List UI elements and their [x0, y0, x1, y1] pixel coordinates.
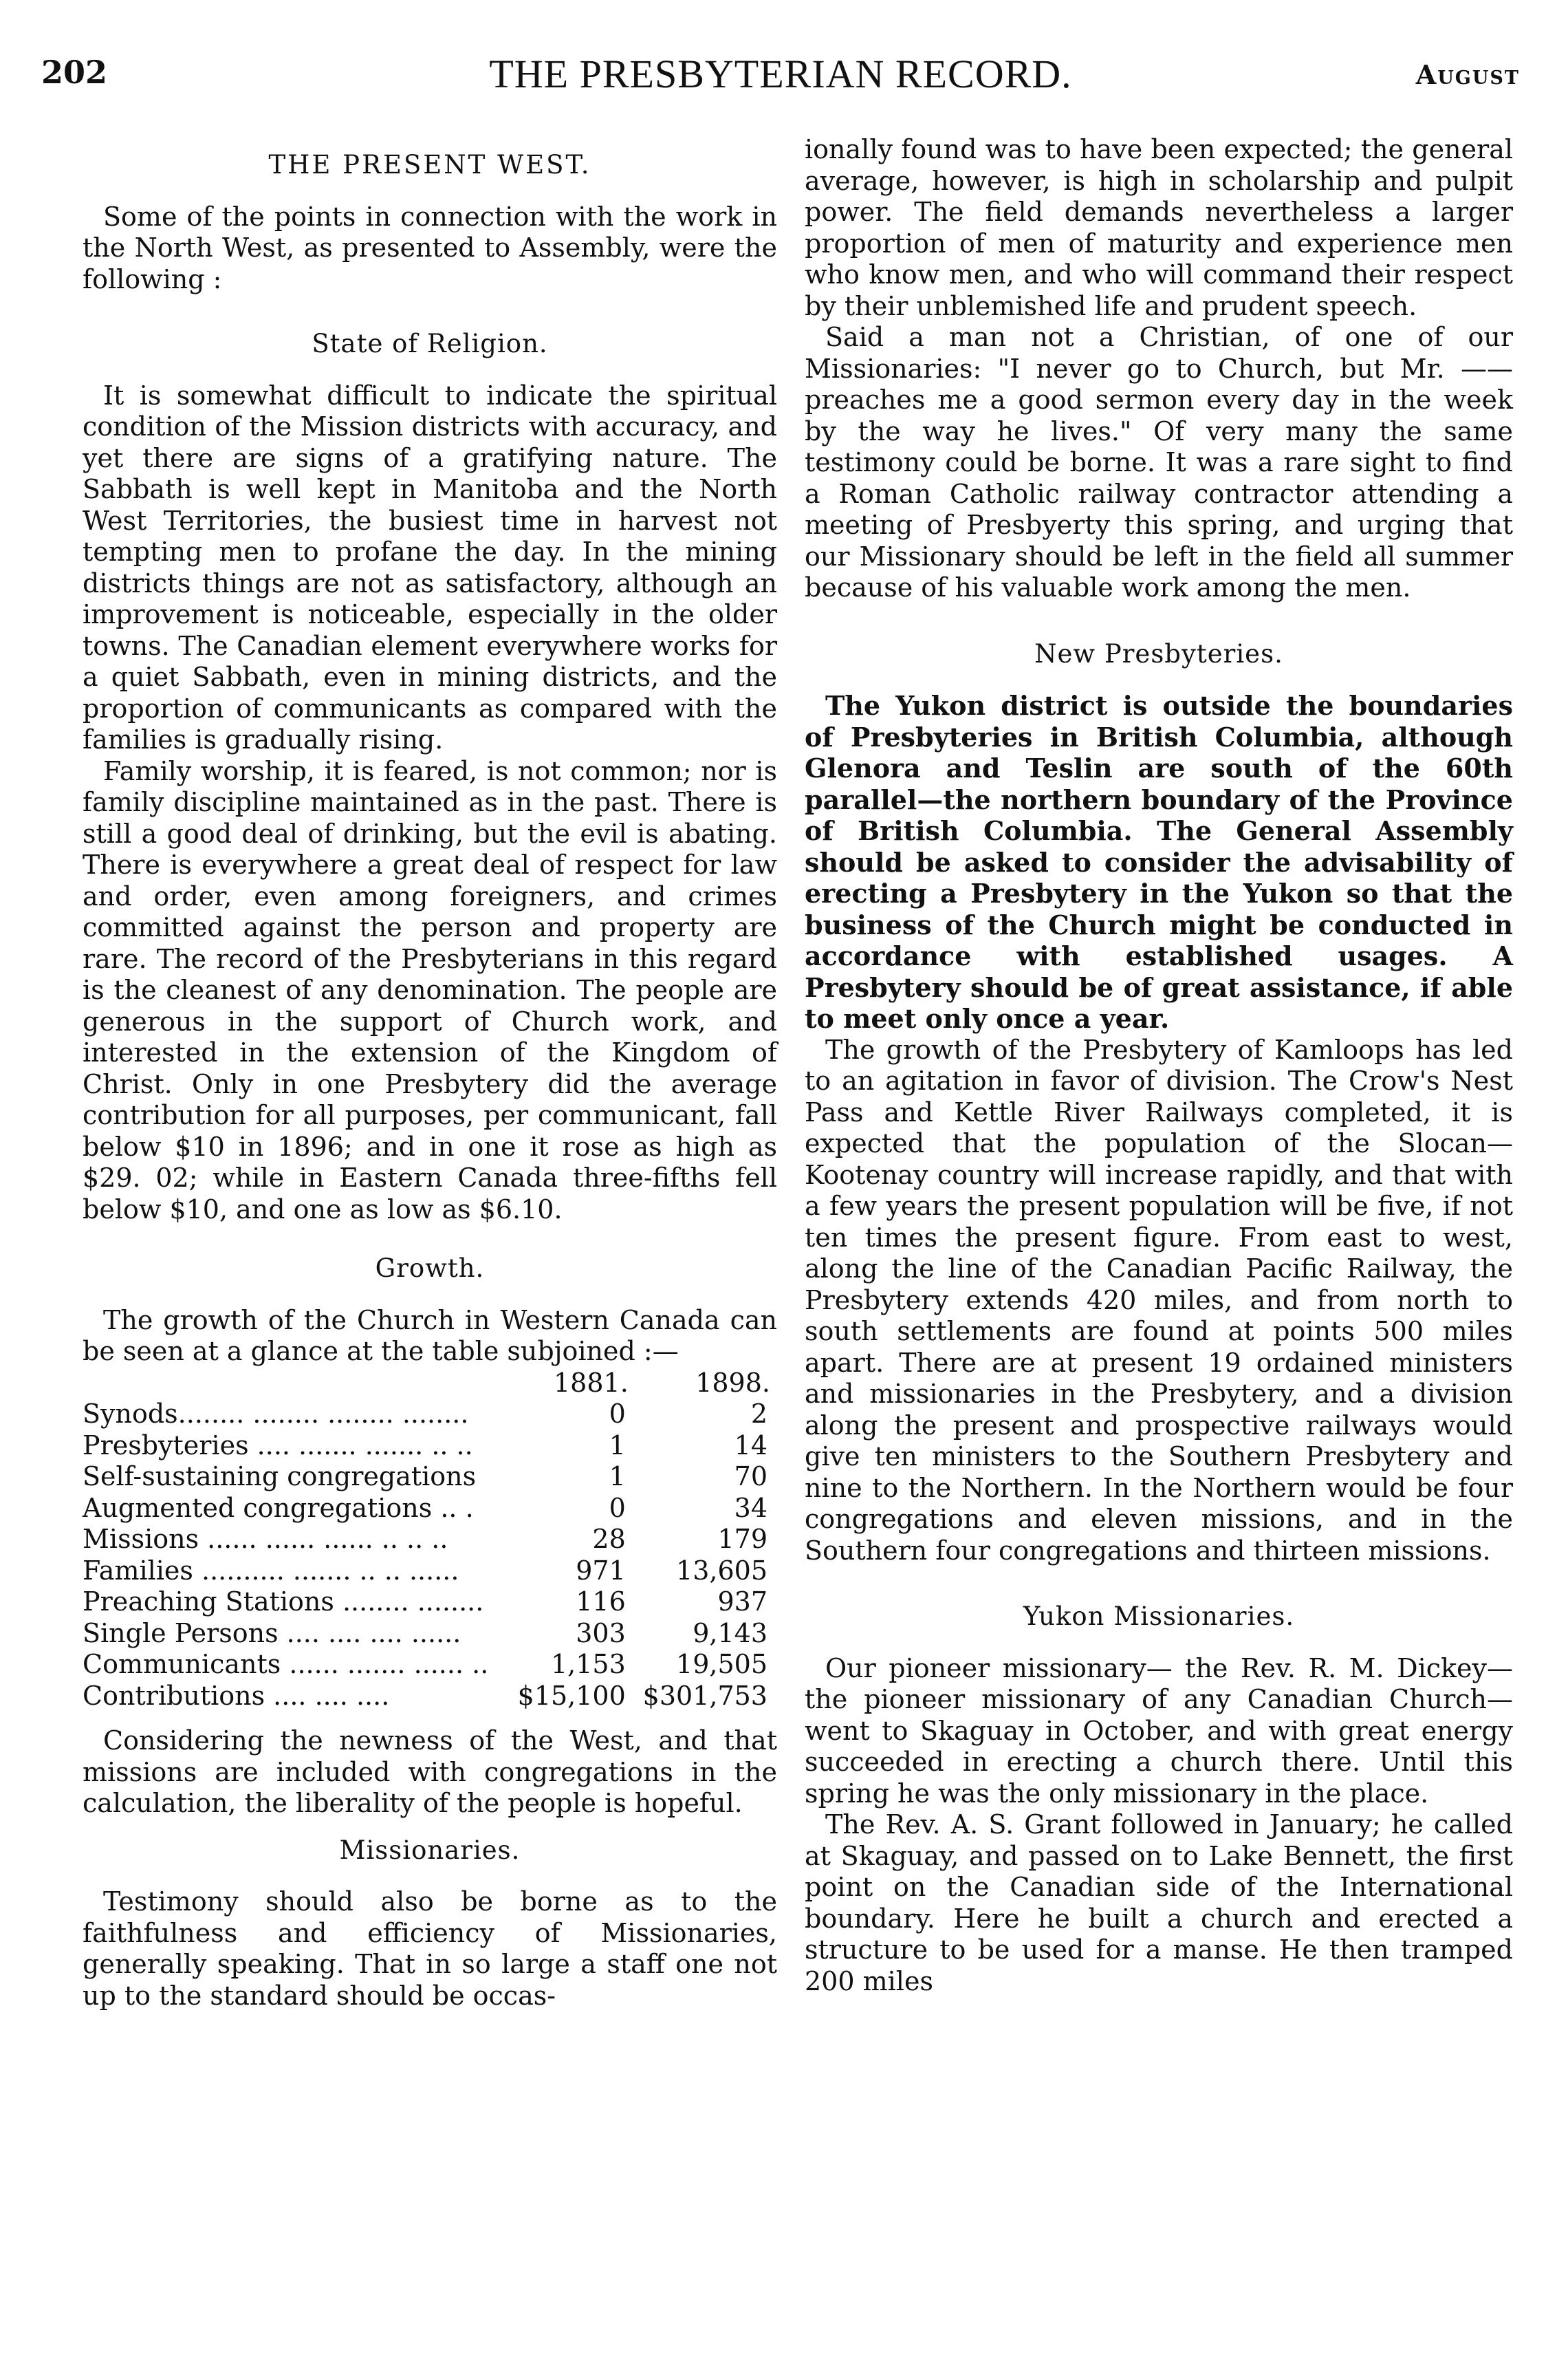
- value-1898: 9,143: [693, 1617, 767, 1648]
- presbyteries-paragraph-1: The Yukon district is outside the boundaries of Presbyteries in British Columbia, although Glenora and Teslin are south of the 60th parallel—the northern boundary of the Province of British Columbia. The General Assembly should be asked to consider the advisability of erecting a Presbytery in the Yukon so that the business of the Church might be conducted in accordance with established usages. A Presbytery should be of great assistance, if able to meet only once a year.: [805, 690, 1513, 1034]
- value-1881: 1: [609, 1430, 626, 1460]
- row-label: Contributions .... .... ....: [83, 1680, 390, 1711]
- growth-table-row: [83, 1399, 777, 1430]
- growth-table-row: [83, 1524, 777, 1555]
- growth-table-row: [83, 1586, 777, 1618]
- intro-paragraph: Some of the points in connection with the work in the North West, as presented to Assembly, were the following :: [83, 201, 777, 294]
- growth-table-row: [83, 1618, 777, 1650]
- row-label: Self-sustaining congregations: [83, 1461, 477, 1491]
- value-1881: 0: [609, 1399, 626, 1429]
- row-label: Preaching Stations ........ ........: [83, 1586, 484, 1617]
- row-label: Presbyteries .... ....... ....... .. ..: [83, 1430, 473, 1460]
- row-label: Single Persons .... .... .... ......: [83, 1617, 461, 1648]
- growth-table-row: [83, 1649, 777, 1681]
- value-1881: 1,153: [550, 1649, 626, 1679]
- missionaries-paragraph-2: Said a man not a Christian, of one of our Missionaries: "I never go to Church, but Mr. —— preaches me a good sermon every day in the week by the way he lives." Of very many the same testimony could be borne. It was a rare sight to find a Roman Catholic railway contractor attending a meeting of Presbyerty this spring, and urging that our Missionary should be left in the field all summer because of his valuable work among the men.: [805, 322, 1513, 603]
- value-1898: 937: [717, 1586, 767, 1617]
- yukon-paragraph-1: Our pioneer missionary— the Rev. R. M. Dickey—the pioneer missionary of any Canadian Church—went to Skaguay in October, and with great energy succeeded in erecting a church there. Until this spring he was the only missionary in the place.: [805, 1652, 1513, 1809]
- growth-table-row: [83, 1430, 777, 1462]
- growth-table-header: [83, 1368, 777, 1399]
- presbyteries-heading: New Presbyteries.: [1034, 638, 1283, 669]
- value-1881: 971: [576, 1555, 626, 1586]
- row-label: Families .......... ....... .. .. ......: [83, 1555, 459, 1586]
- value-1898: 13,605: [676, 1555, 767, 1586]
- page-number: 202: [41, 54, 108, 91]
- growth-table-row: [83, 1681, 777, 1712]
- value-1898: $301,753: [642, 1680, 767, 1711]
- presbyteries-paragraph-2: The growth of the Presbytery of Kamloops has led to an agitation in favor of division. The Crow's Nest Pass and Kettle River Railways completed, it is expected that the population of the Slocan—Kootenay country will increase rapidly, and that with a few years the present population will be five, if not ten times the present figure. From east to west, along the line of the Canadian Pacific Railway, the Presbytery extends 420 miles, and from north to south settlements are found at points 500 miles apart. There are at present 19 ordained ministers and missionaries in the Presbytery, and a division along the present and prospective railways would give ten ministers to the Southern Presbytery and nine to the Northern. In the Northern would be four congregations and eleven missions, and in the Southern four congregations and thirteen missions.: [805, 1034, 1513, 1566]
- row-label: Augmented congregations .. .: [83, 1492, 474, 1523]
- value-1898: 14: [734, 1430, 767, 1460]
- missionaries-paragraph-1: Testimony should also be borne as to the faithfulness and efficiency of Missionaries, generally speaking. That in so large a staff one not up to the standard should be occas-: [83, 1886, 777, 2011]
- growth-table-row: [83, 1493, 777, 1524]
- value-1881: 1: [609, 1461, 626, 1491]
- right-column: [805, 134, 1513, 1997]
- year-1898-header: 1898.: [695, 1367, 770, 1398]
- growth-table-row: [83, 1461, 777, 1493]
- value-1898: 2: [750, 1399, 767, 1429]
- left-column: [83, 134, 777, 2012]
- value-1881: 116: [576, 1586, 626, 1617]
- year-1881-header: 1881.: [553, 1367, 629, 1398]
- value-1881: 28: [592, 1524, 626, 1554]
- missionaries-continued: ionally found was to have been expected; the general average, however, is high in scholarship and pulpit power. The field demands nevertheless a larger proportion of men of maturity and experience men who know men, and who will command their respect by their unblemished life and prudent speech.: [805, 134, 1513, 321]
- growth-heading: Growth.: [375, 1253, 485, 1283]
- value-1898: 34: [734, 1492, 767, 1523]
- yukon-heading: Yukon Missionaries.: [1023, 1602, 1295, 1631]
- row-label: Communicants ...... ....... ...... ..: [83, 1649, 489, 1679]
- journal-title: THE PRESBYTERIAN RECORD.: [489, 52, 1072, 96]
- growth-conclusion: Considering the newness of the West, and that missions are included with congregations in the calculation, the liberality of the people is hopeful.: [83, 1725, 777, 1818]
- value-1881: $15,100: [517, 1680, 626, 1711]
- value-1881: 0: [609, 1492, 626, 1523]
- missionaries-heading: Missionaries.: [339, 1835, 521, 1865]
- growth-table: [83, 1368, 777, 1712]
- religion-paragraph-2: Family worship, it is feared, is not common; nor is family discipline maintained as in the past. There is still a good deal of drinking, but the evil is abating. There is everywhere a great deal of respect for law and order, even among foreigners, and crimes committed against the person and property are rare. The record of the Presbyterians in this regard is the cleanest of any denomination. The people are generous in the support of Church work, and interested in the extension of the Kingdom of Christ. Only in one Presbytery did the average contribution for all purposes, per communicant, fall below $10 in 1896; and in one it rose as high as $29. 02; while in Eastern Canada three-fifths fell below $10, and one as low as $6.10.: [83, 755, 777, 1225]
- row-label: Synods........ ........ ........ ........: [83, 1399, 469, 1429]
- yukon-paragraph-2: The Rev. A. S. Grant followed in January; he called at Skaguay, and passed on to Lake Bennett, the first point on the Canadian side of the International boundary. Here he built a church and erected a structure to be used for a manse. He then tramped 200 miles: [805, 1809, 1513, 1996]
- religion-heading: State of Religion.: [312, 329, 548, 358]
- section-title: THE PRESENT WEST.: [268, 150, 591, 180]
- row-label: Missions ...... ...... ...... .. .. ..: [83, 1524, 448, 1554]
- religion-paragraph-1: It is somewhat difficult to indicate the spiritual condition of the Mission districts with accuracy, and yet there are signs of a gratifying nature. The Sabbath is well kept in Manitoba and the North West Territories, the busiest time in harvest not tempting men to profane the day. In the mining districts things are not as satisfactory, although an improvement is noticeable, especially in the older towns. The Canadian element everywhere works for a quiet Sabbath, even in mining districts, and the proportion of communicants as compared with the families is gradually rising.: [83, 380, 777, 755]
- page-header: [41, 54, 1520, 109]
- value-1898: 19,505: [676, 1649, 767, 1679]
- issue-month: August: [1415, 59, 1520, 90]
- value-1881: 303: [576, 1617, 626, 1648]
- value-1898: 179: [717, 1524, 767, 1554]
- growth-intro: The growth of the Church in Western Canada can be seen at a glance at the table subjoined :—: [83, 1304, 777, 1366]
- growth-table-row: [83, 1555, 777, 1587]
- value-1898: 70: [734, 1461, 767, 1491]
